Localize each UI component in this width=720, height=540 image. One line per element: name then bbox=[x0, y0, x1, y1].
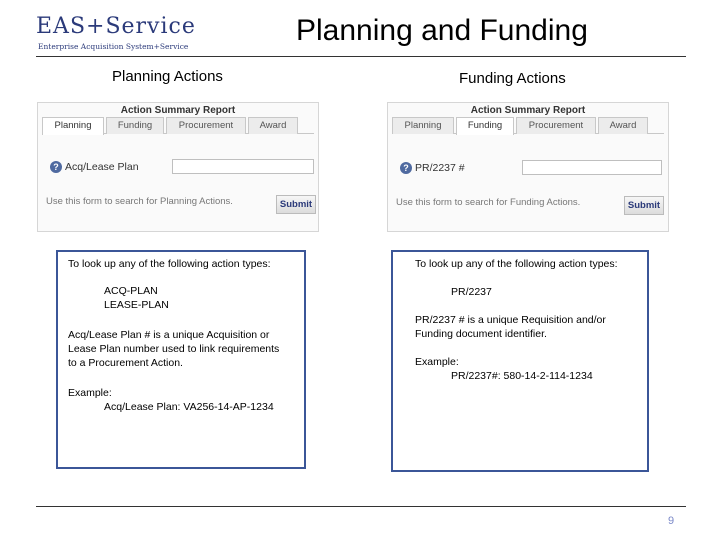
logo-tagline: Enterprise Acquisition System+Service bbox=[38, 42, 189, 51]
help-icon[interactable]: ? bbox=[400, 162, 412, 174]
tab-procurement[interactable]: Procurement bbox=[516, 117, 596, 134]
tab-planning[interactable]: Planning bbox=[42, 117, 104, 135]
tab-award[interactable]: Award bbox=[248, 117, 298, 134]
funding-example-label: Example: bbox=[415, 356, 459, 368]
funding-help-text: Use this form to search for Funding Actions. bbox=[396, 197, 581, 208]
pr-2237-label: PR/2237 # bbox=[415, 162, 465, 174]
planning-desc-line: Lease Plan number used to link requirements bbox=[68, 343, 280, 355]
tab-award[interactable]: Award bbox=[598, 117, 648, 134]
planning-desc-line: to a Procurement Action. bbox=[68, 357, 183, 369]
acq-lease-plan-input[interactable] bbox=[172, 159, 314, 174]
tab-bar bbox=[42, 117, 314, 134]
footer-divider bbox=[36, 506, 686, 507]
acq-lease-plan-label: Acq/Lease Plan bbox=[65, 161, 139, 173]
planning-help-text: Use this form to search for Planning Actions. bbox=[46, 196, 233, 207]
planning-screenshot bbox=[37, 102, 319, 232]
planning-type-lease-plan: LEASE-PLAN bbox=[104, 299, 169, 311]
submit-button[interactable]: Submit bbox=[624, 196, 664, 215]
funding-info-box bbox=[391, 250, 649, 472]
help-icon[interactable]: ? bbox=[50, 161, 62, 173]
funding-example-value: PR/2237#: 580-14-2-114-1234 bbox=[451, 370, 593, 382]
planning-example-label: Example: bbox=[68, 387, 112, 399]
logo-wordmark: EAS+Service bbox=[36, 14, 196, 39]
funding-intro: To look up any of the following action types: bbox=[415, 258, 618, 270]
pr-2237-input[interactable] bbox=[522, 160, 662, 175]
report-title: Action Summary Report bbox=[470, 105, 586, 116]
planning-type-acq-plan: ACQ-PLAN bbox=[104, 285, 158, 297]
slide-title: Planning and Funding bbox=[296, 14, 588, 47]
tab-procurement[interactable]: Procurement bbox=[166, 117, 246, 134]
page-number: 9 bbox=[668, 515, 675, 527]
funding-screenshot bbox=[387, 102, 669, 232]
planning-info-box bbox=[56, 250, 306, 469]
header-divider bbox=[36, 56, 686, 57]
tab-funding[interactable]: Funding bbox=[456, 117, 514, 135]
funding-desc-line: PR/2237 # is a unique Requisition and/or bbox=[415, 314, 606, 326]
funding-desc-line: Funding document identifier. bbox=[415, 328, 547, 340]
tab-funding[interactable]: Funding bbox=[106, 117, 164, 134]
tab-planning[interactable]: Planning bbox=[392, 117, 454, 134]
eas-service-logo bbox=[36, 14, 196, 54]
funding-actions-heading: Funding Actions bbox=[459, 70, 566, 87]
report-title: Action Summary Report bbox=[120, 105, 236, 116]
funding-type-pr2237: PR/2237 bbox=[451, 286, 492, 298]
planning-actions-heading: Planning Actions bbox=[112, 68, 223, 85]
planning-desc-line: Acq/Lease Plan # is a unique Acquisition or bbox=[68, 329, 270, 341]
planning-example-value: Acq/Lease Plan: VA256-14-AP-1234 bbox=[104, 401, 274, 413]
submit-button[interactable]: Submit bbox=[276, 195, 316, 214]
planning-intro: To look up any of the following action types: bbox=[68, 258, 271, 270]
tab-bar bbox=[392, 117, 664, 134]
